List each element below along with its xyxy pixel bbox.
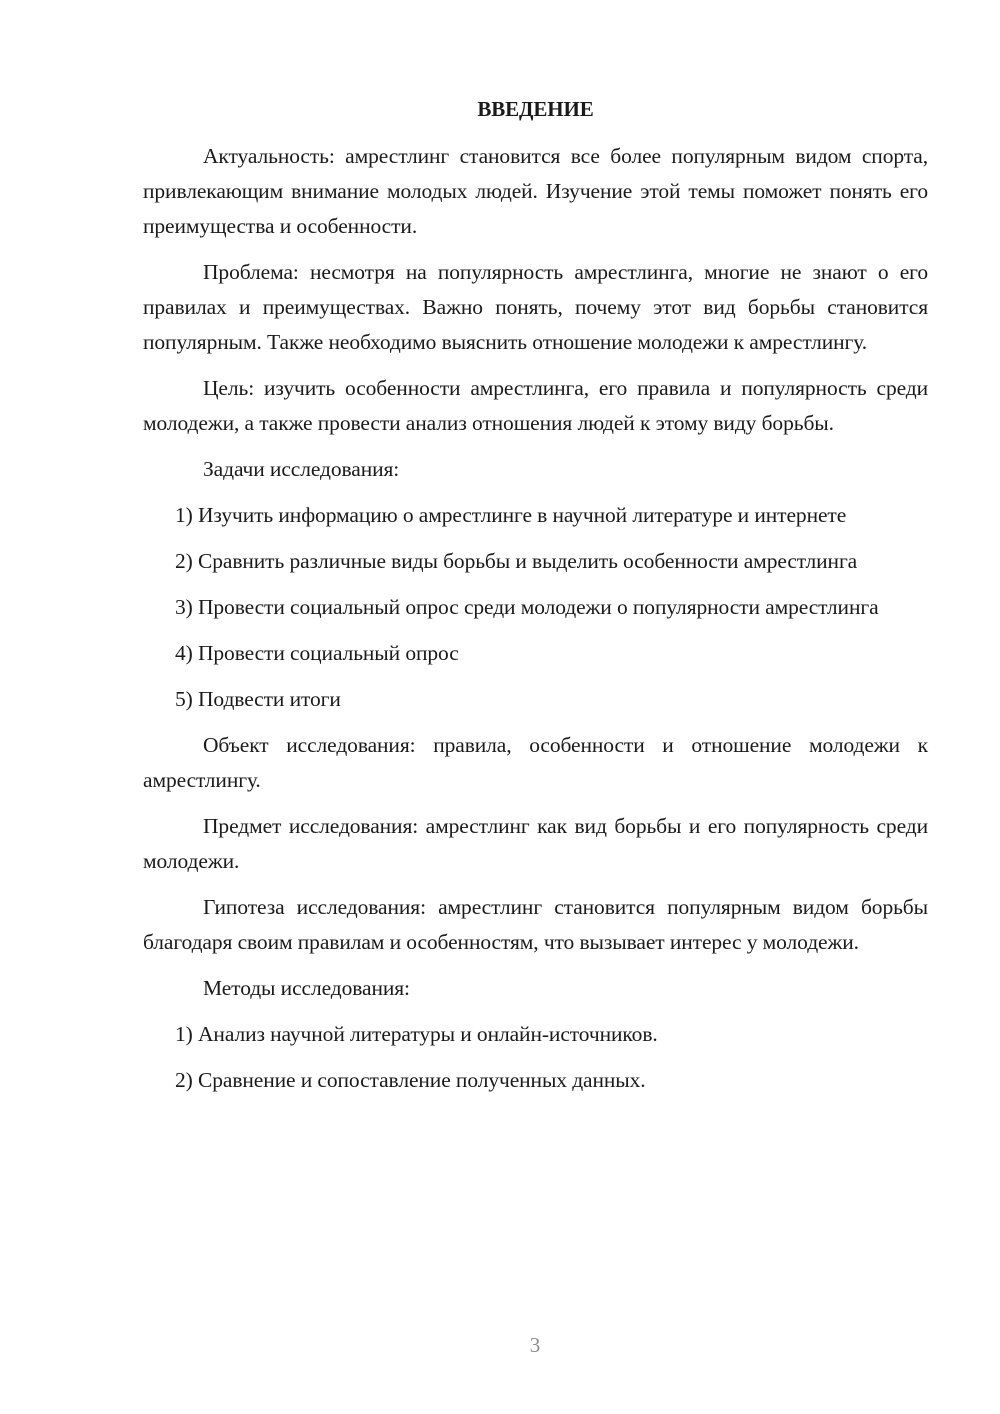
- problem-paragraph: Проблема: несмотря на популярность амрестлинга, многие не знают о его правилах и преимуществах. Важно понять, почему этот вид борьбы становится популярным. Также необходимо выяснить отношение молодежи к амрестлингу.: [143, 260, 928, 354]
- tasks-heading: Задачи исследования:: [203, 457, 400, 481]
- object-paragraph: Объект исследования: правила, особенности и отношение молодежи к амрестлингу.: [143, 733, 928, 792]
- task-item-4: 4) Провести социальный опрос: [175, 641, 459, 665]
- task-item-1: 1) Изучить информацию о амрестлинге в научной литературе и интернете: [175, 503, 847, 527]
- task-item-3: 3) Провести социальный опрос среди молодежи о популярности амрестлинга: [175, 595, 879, 619]
- method-item-1: 1) Анализ научной литературы и онлайн-источников.: [175, 1022, 658, 1046]
- hypothesis-paragraph: Гипотеза исследования: амрестлинг становится популярным видом борьбы благодаря своим правилам и особенностям, что вызывает интерес у молодежи.: [143, 895, 928, 954]
- page-title: ВВЕДЕНИЕ: [477, 97, 594, 121]
- method-item-2: 2) Сравнение и сопоставление полученных данных.: [175, 1068, 646, 1092]
- goal-paragraph: Цель: изучить особенности амрестлинга, его правила и популярность среди молодежи, а также провести анализ отношения людей к этому виду борьбы.: [143, 376, 928, 435]
- page-content: [143, 92, 928, 1109]
- subject-paragraph: Предмет исследования: амрестлинг как вид борьбы и его популярность среди молодежи.: [143, 814, 928, 873]
- page-number: 3: [529, 1333, 541, 1357]
- task-item-2: 2) Сравнить различные виды борьбы и выделить особенности амрестлинга: [175, 549, 858, 573]
- relevance-paragraph: Актуальность: амрестлинг становится все более популярным видом спорта, привлекающим внимание молодых людей. Изучение этой темы поможет понять его преимущества и особенности.: [143, 144, 928, 238]
- methods-heading: Методы исследования:: [203, 976, 410, 1000]
- task-item-5: 5) Подвести итоги: [175, 687, 341, 711]
